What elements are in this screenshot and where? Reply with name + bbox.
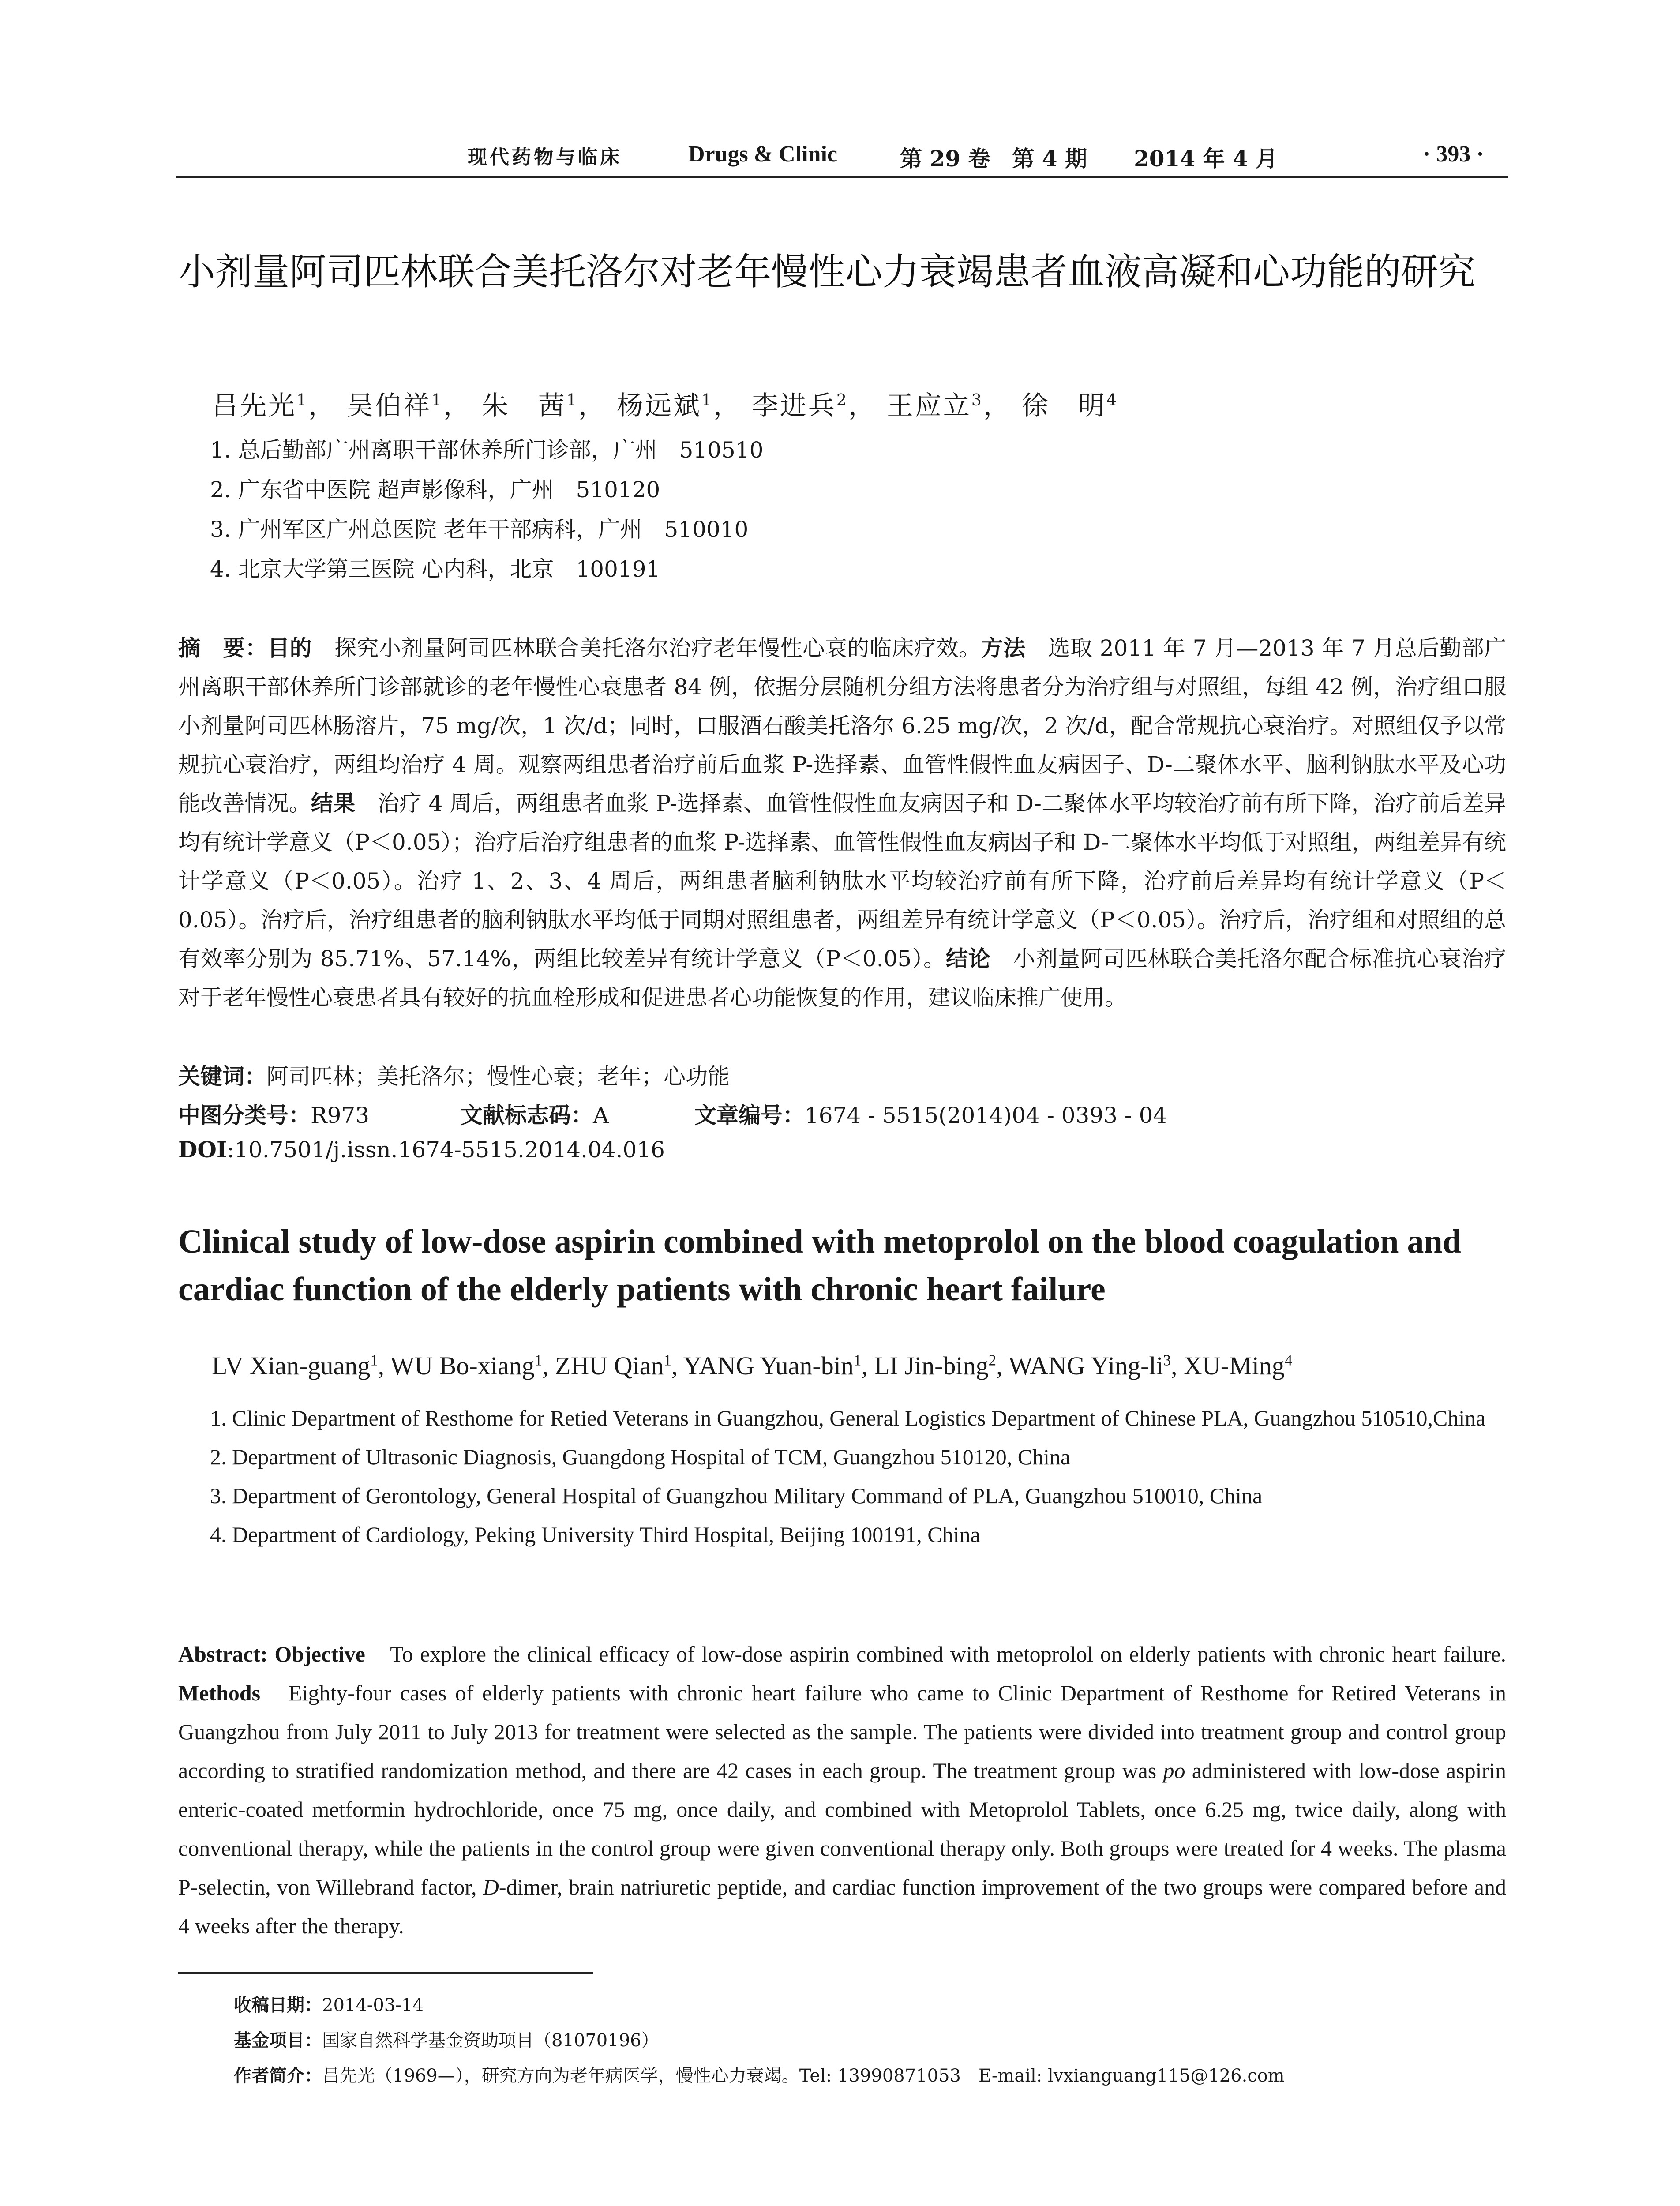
po-term: po — [1163, 1758, 1185, 1783]
author-bio — [234, 2058, 1285, 2093]
affiliation-cn: 2. 广东省中医院 超声影像科，广州 510120 — [210, 477, 660, 503]
authors-en: LV Xian-guang$^1$, WU Bo-xiang$^1$, ZHU Qian$^1$, YANG Yuan-bin$^1$, LI Jin-bing$^2$, WANG Ying-$li^3$, XU-Ming$^4$ — [212, 1351, 1293, 1380]
clc-label: 中图分类号： — [178, 1102, 311, 1128]
author-en: ZHU Qian — [555, 1351, 664, 1380]
author-cn: 王应立 — [886, 390, 971, 421]
results-label: 结果 — [311, 790, 356, 816]
methods-text-en: -dimer, brain natriuretic peptide, and cardiac function improvement of the two groups were compared before and 4 weeks after the therapy. — [178, 1875, 1506, 1938]
author-aff: 4 — [1106, 391, 1118, 409]
running-header-date: 2014 年 4 月 — [1134, 146, 1278, 172]
affiliation-en: 2. Department of Ultrasonic Diagnosis, Guangdong Hospital of TCM, Guangzhou 510120, China — [210, 1444, 1071, 1469]
keywords-label: 关键词： — [178, 1063, 266, 1089]
received-date — [234, 1988, 1285, 2023]
abstract-en — [178, 1635, 1506, 1945]
methods-text-en: Eighty-four cases of elderly patients with chronic heart failure who came to Clinic Department of Resthome for Retired Veterans in Guangzhou from July 2011 to July 2013 for treatment were selected as the sample. The patients were divided into treatment group and control group according to stratified randomization method, and there are 42 cases in each group. The treatment group was — [178, 1681, 1506, 1783]
author-aff: 2 — [836, 391, 848, 409]
author-aff: 1 — [853, 1351, 862, 1369]
methods-label-en: Methods — [178, 1681, 261, 1705]
doc-code-value: A — [593, 1103, 609, 1128]
affiliation-en: 3. Department of Gerontology, General Hospital of Guangzhou Military Command of PLA, Guangzhou 510010, China — [210, 1483, 1263, 1508]
authors-cn: 吕先光$^1$， 吴伯祥$^1$， 朱 茜$^1$， 杨远斌$^1$， 李进兵$^2$， 王应立$^3$， 徐 明$^4$ — [212, 390, 1118, 421]
methods-text: 选取 2011 年 7 月—2013 年 7 月总后勤部广州离职干部休养所门诊部就诊的老年慢性心衰患者 84 例，依据分层随机分组方法将患者分为治疗组与对照组，每组 42 例，治疗组口服小剂量阿司匹林肠溶片，75 mg/次，1 次/d；同时，口服酒石酸美托洛尔 6.25 mg/次，2 次/d，配合常规抗心衰治疗。对照组仅予以常规抗心衰治疗，两组均治疗 4 周。观察两组患者治疗前后血浆 P-选择素、血管性假性血友病因子、D-二聚体水平、脑利钠肽水平及心功能改善情况。 — [178, 635, 1506, 816]
author-aff: 1 — [296, 391, 308, 409]
author-aff: 1 — [431, 391, 443, 409]
keywords-cn — [178, 1059, 730, 1091]
author-bio-value: 吕先光（1969—），研究方向为老年病医学，慢性心力衰竭。Tel: 13990871053 E-mail: lvxianguang115@126.com — [322, 2066, 1285, 2086]
methods-label: 方法 — [981, 635, 1026, 661]
author-en: LV Xian-guang — [212, 1351, 371, 1380]
author-aff: 1 — [534, 1351, 543, 1369]
author-cn: 朱 茜 — [481, 390, 566, 421]
affiliations-en — [210, 1399, 1507, 1554]
author-aff: 2 — [988, 1351, 996, 1369]
methods-text-en: administered with low-dose aspirin enteric-coated metformin hydrochloride, once 75 mg, once daily, and combined with Metoprolol Tablets, once 6.25 mg, twice daily, along with conventional therapy, while the patients in the control group were given conventional therapy only. Both groups were treated for 4 weeks. The plasma P-selectin, von Willebrand factor, — [178, 1758, 1506, 1899]
conclusion-text: 小剂量阿司匹林联合美托洛尔配合标准抗心衰治疗对于老年慢性心衰患者具有较好的抗血栓形成和促进患者心功能恢复的作用，建议临床推广使用。 — [178, 946, 1507, 1010]
classification-line — [178, 1098, 1502, 1129]
header-rule — [176, 176, 1508, 178]
article-no-label: 文章编号： — [694, 1102, 805, 1128]
affiliation-en: 1. Clinic Department of Resthome for Retied Veterans in Guangzhou, General Logistics Department of Chinese PLA, Guangzhou 510510,China — [210, 1406, 1486, 1430]
running-header-journal-en: Drugs & Clinic — [688, 142, 837, 167]
author-en: YANG Yuan-bin — [683, 1351, 854, 1380]
fund-label: 基金项目： — [234, 2030, 322, 2051]
doi-value: :10.7501/j.issn.1674-5515.2014.04.016 — [227, 1137, 665, 1163]
author-aff: 1 — [370, 1351, 378, 1369]
affiliation-cn: 4. 北京大学第三医院 心内科，北京 100191 — [210, 556, 660, 582]
affiliation-cn: 3. 广州军区广州总医院 老年干部病科，广州 510010 — [210, 517, 749, 542]
received-value: 2014-03-14 — [322, 1995, 424, 2015]
running-header-journal-cn: 现代药物与临床 — [468, 146, 622, 169]
title-en: Clinical study of low-dose aspirin combined with metoprolol on the blood coagulation and cardiac function of the elderly patients with chronic heart failure — [178, 1223, 1462, 1308]
clc-value: R973 — [311, 1103, 370, 1128]
abstract-en-label: Abstract: Objective — [178, 1642, 365, 1666]
title-cn: 小剂量阿司匹林联合美托洛尔对老年慢性心力衰竭患者血液高凝和心功能的研究 — [178, 250, 1476, 293]
footnote-rule — [178, 1972, 593, 1974]
results-text: 治疗 4 周后，两组患者血浆 P-选择素、血管性假性血友病因子和 D-二聚体水平均较治疗前有所下降，治疗前后差异均有统计学意义（P＜0.05）；治疗后治疗组患者的血浆 P-选择素、血管性假性血友病因子和 D-二聚体水平均低于对照组，两组差异有统计学意义（P＜0.05）。治疗 1、2、3、4 周后，两组患者脑利钠肽水平均较治疗前有所下降，治疗前后差异均有统计学意义（P＜0.05）。治疗后，治疗组患者的脑利钠肽水平均低于同期对照组患者，两组差异有统计学意义（P＜0.05）。治疗后，治疗组和对照组的总有效率分别为 85.71%、57.14%，两组比较差异有统计学意义（P＜0.05）。 — [178, 791, 1506, 972]
running-header-volume: 第 29 卷 第 4 期 — [900, 146, 1087, 172]
keywords-text: 阿司匹林；美托洛尔；慢性心衰；老年；心功能 — [266, 1064, 730, 1089]
received-label: 收稿日期： — [234, 1995, 322, 2015]
objective-text-en: To explore the clinical efficacy of low-dose aspirin combined with metoprolol on elderly patients with chronic heart failure. — [365, 1642, 1506, 1666]
abstract-cn-label: 摘 要： — [178, 635, 268, 661]
affiliation-en: 4. Department of Cardiology, Peking University Third Hospital, Beijing 100191, China — [210, 1522, 980, 1547]
author-bio-label: 作者简介： — [234, 2065, 322, 2086]
affiliations-cn — [210, 430, 763, 589]
d-term: D — [483, 1875, 499, 1899]
author-en: LI Jin-bing — [874, 1351, 989, 1380]
conclusion-label: 结论 — [945, 945, 991, 972]
affiliation-cn: 1. 总后勤部广州离职干部休养所门诊部，广州 510510 — [210, 437, 764, 463]
author-aff: 4 — [1284, 1351, 1293, 1369]
footnotes — [234, 1988, 1285, 2093]
author-en: WANG Ying-li — [1008, 1351, 1163, 1380]
page-number: · 393 · — [1423, 142, 1484, 167]
author-cn: 杨远斌 — [616, 390, 701, 421]
author-en: WU Bo-xiang — [390, 1351, 535, 1380]
author-aff: 1 — [566, 391, 578, 409]
author-cn: 吕先光 — [212, 390, 296, 421]
objective-label: 目的 — [267, 635, 312, 661]
objective-text: 探究小剂量阿司匹林联合美托洛尔治疗老年慢性心衰的临床疗效。 — [312, 635, 981, 661]
doc-code-label: 文献标志码： — [461, 1102, 593, 1128]
author-cn: 吴伯祥 — [346, 390, 431, 421]
author-aff: 1 — [664, 1351, 671, 1369]
doi-label: DOI — [178, 1137, 227, 1163]
fund-info — [234, 2023, 1285, 2058]
author-cn: 徐 明 — [1021, 390, 1106, 421]
fund-value: 国家自然科学基金资助项目（81070196） — [322, 2030, 659, 2051]
article-no-value: 1674 - 5515(2014)04 - 0393 - 04 — [805, 1103, 1167, 1128]
author-aff: 3 — [971, 391, 983, 409]
doi — [178, 1137, 665, 1163]
author-aff: 1 — [701, 391, 713, 409]
author-en: XU-Ming — [1184, 1351, 1285, 1380]
author-aff: 3 — [1163, 1351, 1171, 1369]
author-cn: 李进兵 — [751, 390, 836, 421]
abstract-cn — [178, 629, 1506, 1017]
